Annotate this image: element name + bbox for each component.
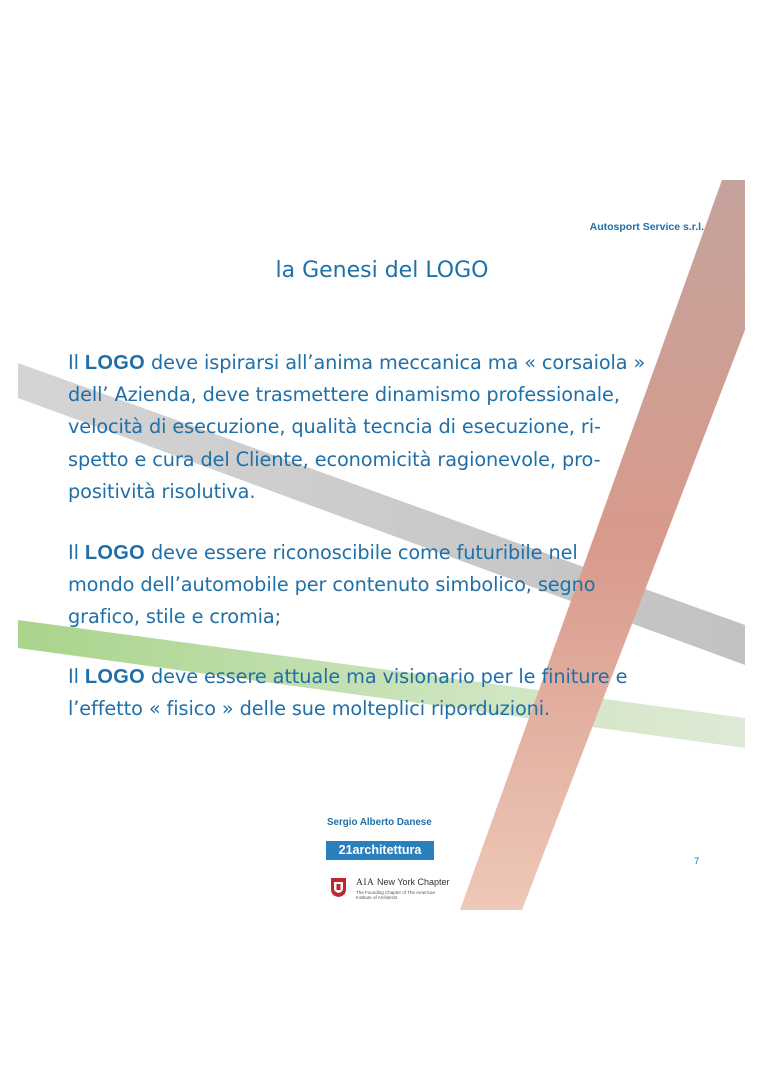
author-name: Sergio Alberto Danese (327, 817, 432, 828)
paragraph-line (68, 379, 708, 411)
paragraph-line (68, 693, 708, 725)
line-prefix: Il (68, 541, 85, 564)
page-title: la Genesi del LOGO (275, 258, 489, 283)
company-name: Autosport Service s.r.l. (589, 221, 704, 233)
line-text: dell’ Azienda, deve trasmettere dinamismo professionale, (68, 383, 620, 407)
aia-subtitle: The Founding Chapter of The American Institute of Architects (356, 890, 435, 900)
paragraph-line (68, 569, 708, 601)
page-number: 7 (694, 856, 700, 867)
paragraph-line (68, 537, 708, 569)
paragraph-line (68, 476, 708, 508)
paragraph-line (68, 347, 708, 379)
paragraph-3 (68, 661, 708, 725)
logo-keyword: LOGO (84, 352, 145, 374)
line-text: grafico, stile e cromia; (68, 605, 282, 629)
paragraph-line (68, 444, 708, 476)
aia-chapter: New York Chapter (377, 877, 450, 887)
paragraph-line (68, 601, 708, 633)
paragraph-1 (68, 347, 708, 508)
line-text: velocità di esecuzione, qualità tecncia di esecuzione, ri- (68, 415, 601, 439)
paragraph-2 (68, 537, 708, 634)
line-text: deve essere riconoscibile come futuribile nel (144, 541, 578, 564)
logo-keyword: LOGO (84, 666, 145, 688)
studio-badge: 21architettura (326, 841, 434, 860)
line-text: positività risolutiva. (68, 479, 256, 503)
line-text: spetto e cura del Cliente, economicità ragionevole, pro- (68, 447, 601, 471)
line-text: l’effetto « fisico » delle sue molteplici riporduzioni. (68, 697, 551, 721)
aia-mark: AIA (356, 878, 375, 888)
line-prefix: Il (68, 351, 85, 374)
line-text: deve ispirarsi all’anima meccanica ma « corsaiola » (144, 351, 646, 374)
line-text: mondo dell’automobile per contenuto simbolico, segno (68, 573, 596, 597)
paragraph-line (68, 661, 708, 693)
aia-emblem-icon (330, 876, 347, 898)
logo-keyword: LOGO (84, 542, 145, 564)
line-text: deve essere attuale ma visionario per le finiture e (144, 665, 628, 688)
paragraph-line (68, 411, 708, 443)
line-prefix: Il (68, 665, 85, 688)
